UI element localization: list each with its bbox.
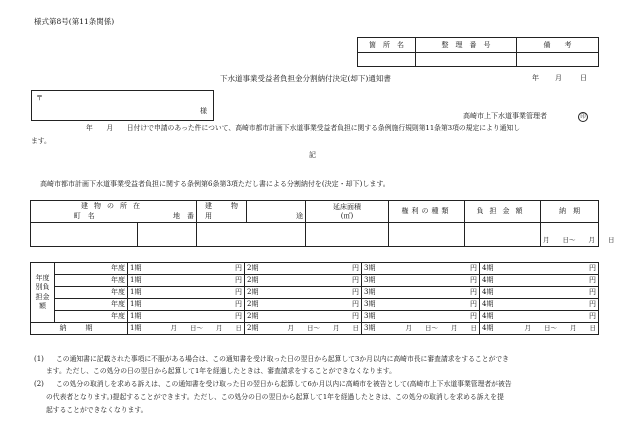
body-line-1: 年 月 日付けで申請のあった件について、高崎市都市計画下水道事業受益者負担に関する条例施行規則第11条第3項の規定により通知し	[86, 124, 521, 132]
installment-cell[interactable]	[480, 263, 599, 275]
cell-due-period: 月 日〜 月 日	[541, 223, 599, 247]
installment-label: 2期	[247, 288, 259, 296]
yen-unit: 円	[470, 288, 477, 296]
yen-unit: 円	[470, 264, 477, 272]
installment-label: 1期	[130, 312, 142, 320]
installment-cell[interactable]	[480, 311, 599, 323]
fiscal-year: 年度	[55, 275, 128, 287]
cell-town-name[interactable]	[31, 223, 138, 247]
installment-cell[interactable]	[128, 275, 245, 287]
installment-label: 2期	[247, 264, 259, 272]
installment-label: 1期	[130, 324, 142, 332]
yen-unit: 円	[589, 288, 596, 296]
cell-location[interactable]	[358, 53, 416, 67]
yen-unit: 円	[235, 264, 242, 272]
ki-mark: 記	[309, 151, 316, 159]
installment-label: 4期	[482, 264, 494, 272]
note-2-line-1: この処分の取消しを求める訴えは、この通知書を受け取った日の翌日から起算して6か月以内に高崎市を被告として(高崎市上下水道事業管理者が被告	[56, 380, 512, 388]
yen-unit: 円	[352, 288, 359, 296]
installment-label: 1期	[130, 264, 142, 272]
installment-label: 3期	[364, 324, 376, 332]
property-table	[30, 200, 615, 247]
yen-unit: 円	[589, 276, 596, 284]
note-1-number: (1)	[34, 355, 44, 363]
fiscal-year: 年度	[55, 263, 128, 275]
installment-cell[interactable]	[128, 287, 245, 299]
installment-cell[interactable]	[128, 263, 245, 275]
yen-unit: 円	[235, 276, 242, 284]
yen-unit: 円	[352, 300, 359, 308]
annual-charge-side-label: 年度別負担金額	[31, 263, 55, 323]
note-2-number: (2)	[34, 380, 44, 388]
due-period-value: 月 日〜 月 日	[287, 324, 359, 332]
header-town-name: 町 名	[31, 212, 138, 223]
installment-label: 4期	[482, 288, 494, 296]
body-line-2: ます。	[31, 137, 51, 145]
installment-label: 3期	[364, 264, 376, 272]
header-floor-area: 延床面積 (㎡)	[306, 201, 389, 223]
header-charge-amount: 負担金額	[465, 201, 541, 223]
installment-cell[interactable]	[128, 311, 245, 323]
cell-right-type[interactable]	[389, 223, 465, 247]
cell-floor-area[interactable]	[306, 223, 389, 247]
due-period-cell[interactable]	[128, 323, 245, 335]
fiscal-year: 年度	[55, 287, 128, 299]
yen-unit: 円	[589, 300, 596, 308]
yen-unit: 円	[235, 300, 242, 308]
cell-reference-number[interactable]	[416, 53, 517, 67]
date-year: 年	[532, 74, 539, 82]
due-period-value: 月 日〜 月 日	[170, 324, 242, 332]
installment-label: 3期	[364, 288, 376, 296]
note-1-line-2: ます。ただし、この処分の日の翌日から起算して1年を経過したときは、審査請求をすることができなくなります。	[46, 367, 396, 375]
installment-cell[interactable]	[245, 287, 362, 299]
installment-cell[interactable]	[245, 311, 362, 323]
yen-unit: 円	[470, 276, 477, 284]
seal-mark: 印	[578, 112, 588, 122]
installment-label: 1期	[130, 300, 142, 308]
header-building-use-right: 途	[247, 201, 306, 223]
cell-lot-number[interactable]	[138, 223, 197, 247]
header-lot-number: 地 番	[138, 212, 197, 223]
yen-unit: 円	[235, 312, 242, 320]
installment-cell[interactable]	[362, 311, 480, 323]
installment-label: 2期	[247, 300, 259, 308]
installment-label: 3期	[364, 312, 376, 320]
installment-cell[interactable]	[480, 287, 599, 299]
due-period-label: 納 期	[31, 323, 128, 335]
header-building-location: 建物の所在	[31, 201, 197, 212]
installment-label: 4期	[482, 276, 494, 284]
installment-label: 2期	[247, 276, 259, 284]
installment-cell[interactable]	[480, 275, 599, 287]
installment-label: 1期	[130, 276, 142, 284]
yen-unit: 円	[470, 300, 477, 308]
due-period-cell[interactable]	[480, 323, 599, 335]
installment-cell[interactable]	[245, 263, 362, 275]
installment-cell[interactable]	[480, 299, 599, 311]
installment-cell[interactable]	[362, 263, 480, 275]
date-day: 日	[580, 74, 587, 82]
installment-label: 1期	[130, 288, 142, 296]
cell-charge-amount[interactable]	[465, 223, 541, 247]
cell-building-use[interactable]	[197, 223, 306, 247]
installment-label: 3期	[364, 276, 376, 284]
postal-mark: 〒	[36, 94, 43, 102]
installment-cell[interactable]	[245, 299, 362, 311]
yen-unit: 円	[470, 312, 477, 320]
installment-label: 4期	[482, 300, 494, 308]
due-period-cell[interactable]	[245, 323, 362, 335]
header-reference-number: 整 理 番 号	[416, 38, 517, 53]
installment-cell[interactable]	[362, 299, 480, 311]
header-location: 箇 所 名	[358, 38, 416, 53]
installment-label: 2期	[247, 324, 259, 332]
installment-label: 4期	[482, 324, 494, 332]
installment-cell[interactable]	[362, 287, 480, 299]
yen-unit: 円	[352, 312, 359, 320]
form-number: 様式第8号(第11条関係)	[34, 17, 115, 26]
due-period-cell[interactable]	[362, 323, 480, 335]
yen-unit: 円	[235, 288, 242, 296]
installment-label: 4期	[482, 312, 494, 320]
note-2-line-2: の代表者となります。)提起することができます。ただし、この処分の日の翌日から起算して1年を経過したときは、この処分の取消しを求める訴えを提	[46, 393, 504, 401]
installment-label: 3期	[364, 300, 376, 308]
annual-charge-table	[30, 262, 599, 335]
installment-cell[interactable]	[362, 275, 480, 287]
fiscal-year: 年度	[55, 299, 128, 311]
due-period-value: 月 日〜 月 日	[405, 324, 477, 332]
header-due-period: 納 期	[541, 201, 599, 223]
honorific: 様	[200, 107, 207, 115]
date-month: 月	[555, 74, 562, 82]
addressee-box[interactable]	[31, 90, 214, 121]
fiscal-year: 年度	[55, 311, 128, 323]
header-building-use-left: 建 物 用	[197, 201, 247, 223]
yen-unit: 円	[589, 264, 596, 272]
decision-text: 高崎市都市計画下水道事業受益者負担に関する条例第6条第3項ただし書による分割納付を(決定・却下)します。	[40, 180, 390, 188]
issuer-name: 高崎市上下水道事業管理者	[463, 112, 547, 120]
installment-cell[interactable]	[245, 275, 362, 287]
yen-unit: 円	[352, 276, 359, 284]
top-reference-table	[357, 37, 599, 67]
cell-remarks[interactable]	[517, 53, 599, 67]
yen-unit: 円	[589, 312, 596, 320]
installment-label: 2期	[247, 312, 259, 320]
header-remarks: 備 考	[517, 38, 599, 53]
yen-unit: 円	[352, 264, 359, 272]
notice-title: 下水道事業受益者負担金分割納付決定(却下)通知書	[220, 74, 391, 83]
note-2-line-3: 起することができなくなります。	[46, 406, 148, 414]
header-right-type: 権利の種類	[389, 201, 465, 223]
note-1-line-1: この通知書に記載された事項に不服がある場合は、この通知書を受け取った日の翌日から起算して3か月以内に高崎市長に審査請求をすることができ	[56, 355, 509, 363]
due-period-value: 月 日〜 月 日	[524, 324, 596, 332]
installment-cell[interactable]	[128, 299, 245, 311]
